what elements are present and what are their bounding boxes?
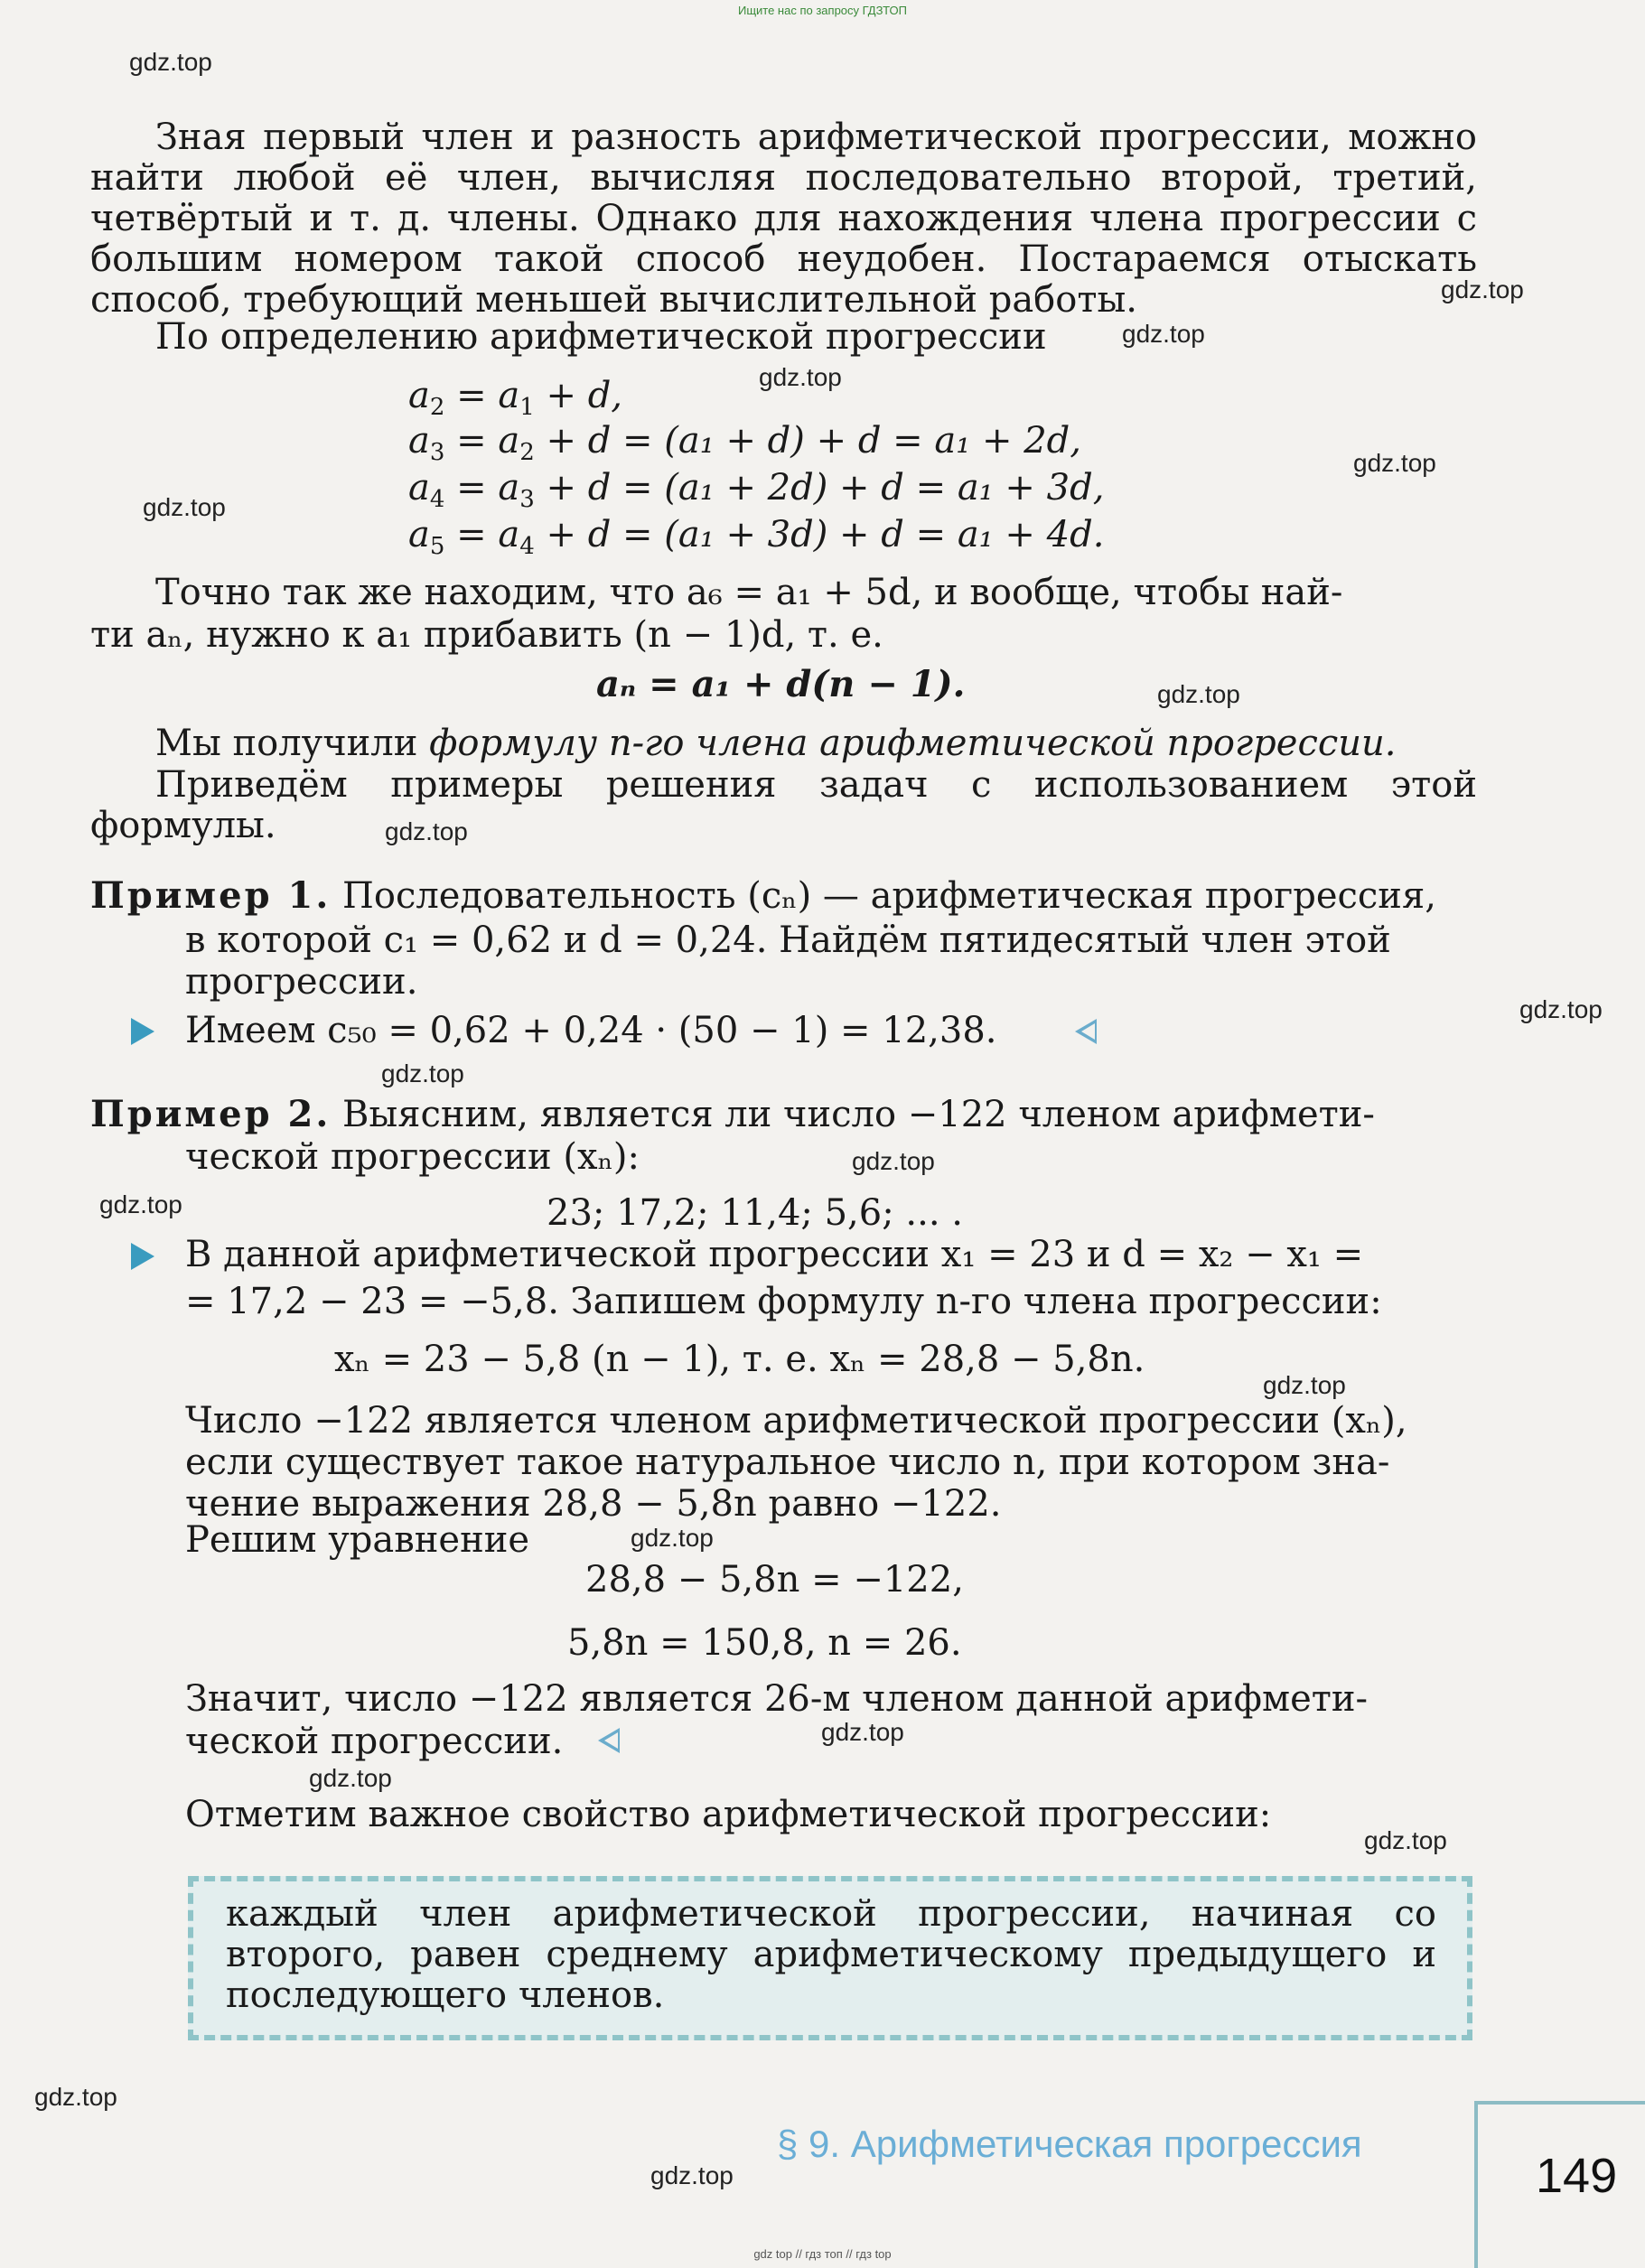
example-2-solve-label: Решим уравнение <box>185 1519 530 1561</box>
watermark: gdz.top <box>34 2083 117 2111</box>
examples-intro: Приведём примеры решения задач с использованием этой формулы. <box>90 764 1477 846</box>
watermark: gdz.top <box>381 1059 464 1087</box>
watermark: gdz.top <box>1441 275 1524 303</box>
equation-row: $a_4 = a_3 + d = (a_1 + 2d) + d = a_1 + 3d$, <box>408 467 1105 513</box>
watermark: gdz.top <box>1519 995 1603 1023</box>
watermark: gdz.top <box>759 363 842 391</box>
watermark: gdz.top <box>821 1718 904 1746</box>
solution-end-marker-icon <box>598 1728 620 1753</box>
watermark: gdz.top <box>1263 1371 1346 1399</box>
watermark: gdz.top <box>143 493 226 521</box>
watermark: gdz.top <box>1157 680 1240 708</box>
solution-start-marker-icon <box>131 1018 154 1045</box>
intro-paragraph: Зная первый член и разность арифметической прогрессии, можно найти любой её член, вычисляя последовательно второй, третий, четвёртый и т. д. члены. Однако для нахождения члена прогрессии с большим номером такой способ неудобен. Постараемся отыскать способ, требующий меньшей вычислительной работы. <box>90 117 1477 321</box>
watermark: gdz.top <box>99 1190 182 1218</box>
watermark: gdz.top <box>1353 449 1436 477</box>
running-footer-title: § 9. Арифметическая прогрессия <box>777 2123 1362 2165</box>
solution-start-marker-icon <box>131 1243 154 1270</box>
watermark: gdz.top <box>1364 1826 1447 1854</box>
likewise-line: Точно так же находим, что a₆ = a₁ + 5d, и вообще, чтобы най- <box>155 572 1343 613</box>
example-2-line: Пример 2. Выясним, является ли число −122 членом арифмети- <box>90 1093 1375 1135</box>
solution-end-marker-icon <box>1075 1019 1097 1044</box>
footer-rule <box>1474 2101 1478 2268</box>
watermark: gdz.top <box>631 1524 714 1552</box>
example-2-solution-line: В данной арифметической прогрессии x₁ = 23 и d = x₂ − x₁ = <box>185 1234 1364 1275</box>
example-1-line: в которой c₁ = 0,62 и d = 0,24. Найдём пятидесятый член этой <box>185 919 1391 961</box>
example-2-conclusion: ческой прогрессии. <box>185 1721 564 1762</box>
example-1-solution: Имеем c₅₀ = 0,62 + 0,24 · (50 − 1) = 12,38. <box>185 1010 997 1051</box>
example-2-condition-line: Число −122 является членом арифметической прогрессии (xₙ), <box>185 1400 1407 1442</box>
top-banner: Ищите нас по запросу ГДЗТОП <box>737 4 907 17</box>
watermark: gdz.top <box>650 2161 734 2189</box>
watermark: gdz.top <box>852 1147 935 1175</box>
example-2-condition-line: если существует такое натуральное число n, при котором зна- <box>185 1442 1390 1483</box>
nth-term-formula: aₙ = a₁ + d(n − 1). <box>596 663 966 705</box>
example-1-line: прогрессии. <box>185 961 418 1003</box>
property-text: каждый член арифметической прогрессии, начиная со второго, равен среднему арифметическому предыдущего и последующего членов. <box>226 1893 1436 2016</box>
equation-row: $a_2 = a_1 + d$, <box>408 375 623 421</box>
example-2-condition-line: чение выражения 28,8 − 5,8n равно −122. <box>185 1483 1002 1525</box>
formula-name-line: Мы получили формулу n-го члена арифметической прогрессии. <box>155 723 1397 764</box>
example-2-sequence: 23; 17,2; 11,4; 5,6; ... . <box>547 1192 963 1234</box>
footer-rule <box>1474 2101 1645 2105</box>
example-2-conclusion: Значит, число −122 является 26-м членом данной арифмети- <box>185 1678 1369 1720</box>
watermark: gdz.top <box>385 817 468 845</box>
example-2-equation: 28,8 − 5,8n = −122, <box>585 1559 964 1601</box>
watermark: gdz.top <box>309 1764 392 1792</box>
page-number: 149 <box>1536 2149 1618 2203</box>
example-2-line: ческой прогрессии (xₙ): <box>185 1136 640 1178</box>
bottom-banner: gdz top // гдз топ // гдз top <box>753 2247 892 2261</box>
example-2-equation: 5,8n = 150,8, n = 26. <box>567 1622 962 1664</box>
watermark: gdz.top <box>1122 320 1205 348</box>
by-definition-line: По определению арифметической прогрессии <box>155 316 1047 358</box>
equation-row: $a_3 = a_2 + d = (a_1 + d) + d = a_1 + 2d$, <box>408 420 1081 466</box>
watermark: gdz.top <box>129 48 212 76</box>
example-2-solution-line: = 17,2 − 23 = −5,8. Запишем формулу n-го члена прогрессии: <box>185 1281 1382 1322</box>
equation-row: $a_5 = a_4 + d = (a_1 + 3d) + d = a_1 + 4d$. <box>408 514 1105 560</box>
likewise-line: ти aₙ, нужно к a₁ прибавить (n − 1)d, т. е. <box>90 614 883 656</box>
property-intro: Отметим важное свойство арифметической прогрессии: <box>185 1794 1272 1835</box>
example-1-line: Пример 1. Последовательность (cₙ) — арифметическая прогрессия, <box>90 874 1436 917</box>
example-2-formula: xₙ = 23 − 5,8 (n − 1), т. е. xₙ = 28,8 − 5,8n. <box>334 1339 1145 1380</box>
